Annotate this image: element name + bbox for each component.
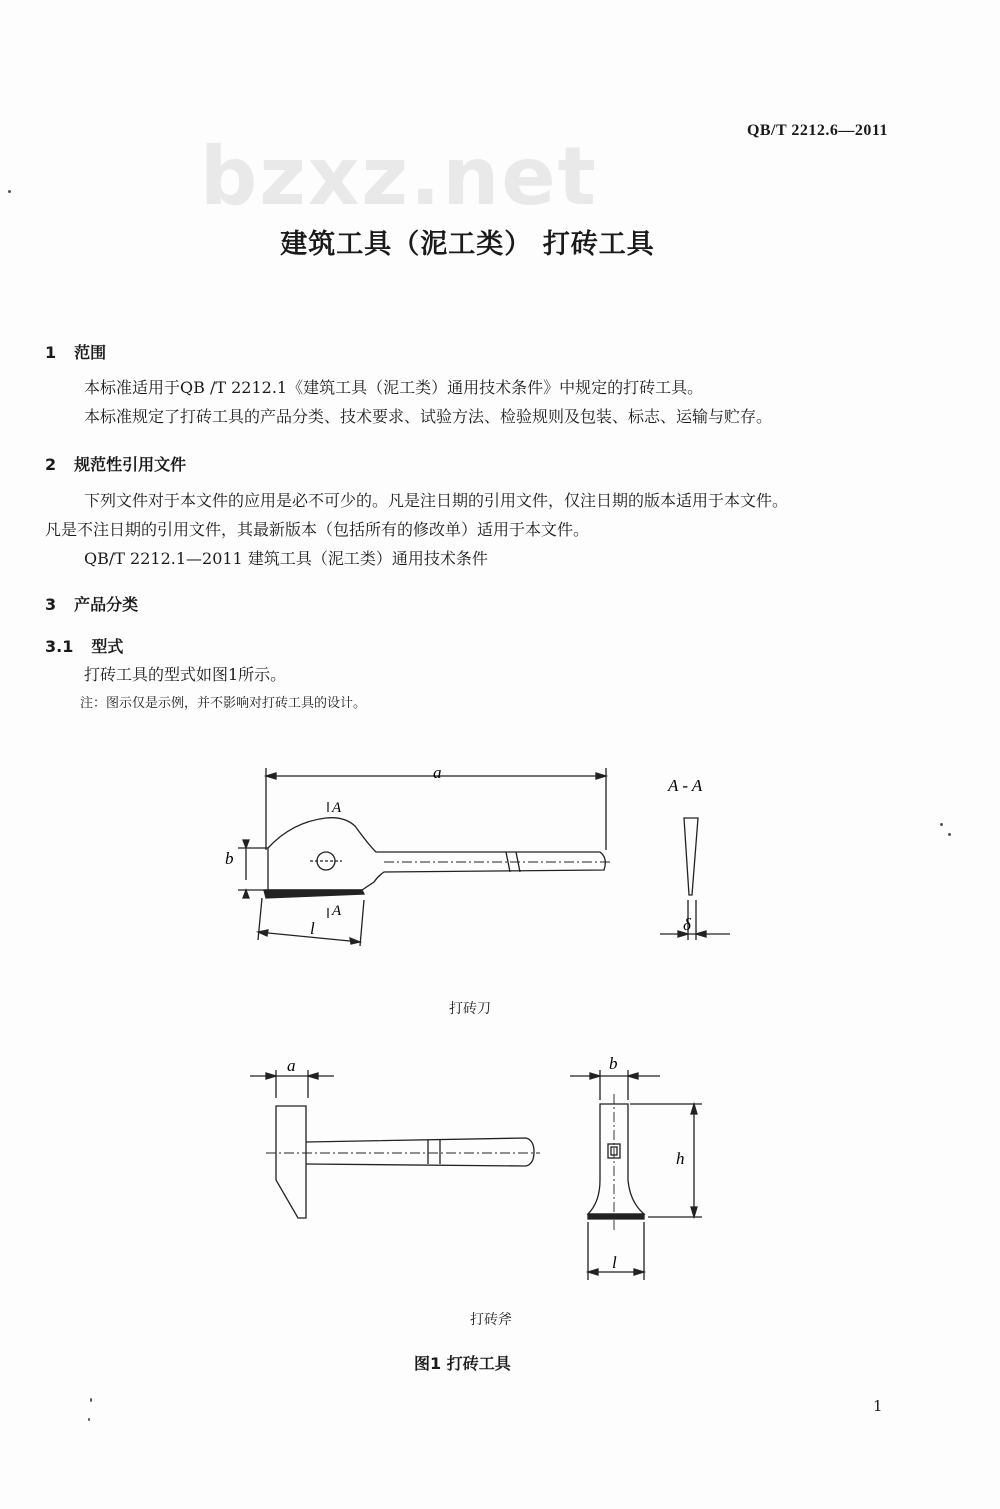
- section-number: 3: [45, 595, 57, 614]
- section-title: A - A: [668, 776, 703, 795]
- axe-caption: 打砖斧: [470, 1312, 512, 1328]
- page-title: 建筑工具（泥工类） 打砖工具: [280, 229, 655, 260]
- knife-caption: 打砖刀: [449, 1001, 491, 1017]
- dim-b-label: b: [609, 1054, 618, 1073]
- section-title: 范围: [74, 343, 107, 362]
- scan-speck: [90, 1398, 92, 1402]
- scan-speck: [88, 1418, 90, 1421]
- section-1-heading: [45, 340, 106, 363]
- section-title: 产品分类: [74, 595, 139, 614]
- figure-caption: 图1 打砖工具: [414, 1354, 511, 1373]
- dim-l-label: l: [310, 919, 315, 938]
- dim-l-label: l: [612, 1253, 617, 1272]
- section-number: 1: [45, 343, 57, 362]
- section-title: 规范性引用文件: [74, 455, 187, 474]
- brick-axe-drawing: [0, 1040, 1000, 1290]
- note: 注：图示仅是示例，并不影响对打砖工具的设计。: [80, 696, 367, 711]
- section-3-heading: [45, 592, 138, 615]
- dim-a-label: a: [433, 763, 442, 782]
- dim-h-label: h: [676, 1149, 685, 1168]
- scan-speck: [948, 833, 951, 836]
- watermark: bzxz.net: [200, 130, 598, 223]
- section-number: 2: [45, 455, 57, 474]
- reference-entry: QB/T 2212.1—2011 建筑工具（泥工类）通用技术条件: [84, 549, 488, 568]
- scan-speck: [8, 190, 11, 193]
- paragraph: 本标准适用于QB /T 2212.1《建筑工具（泥工类）通用技术条件》中规定的打砖工具。: [84, 378, 704, 397]
- scan-speck: [940, 823, 943, 826]
- section-number: 3.1: [45, 637, 74, 656]
- section-2-heading: [45, 452, 186, 475]
- dim-b-label: b: [225, 849, 234, 868]
- paragraph: 下列文件对于本文件的应用是必不可少的。凡是注日期的引用文件，仅注日期的版本适用于本文件。: [84, 491, 789, 510]
- standard-code: QB/T 2212.6—2011: [746, 122, 888, 139]
- brick-knife-drawing: [0, 740, 1000, 1010]
- section-title: 型式: [91, 637, 124, 656]
- dim-a-label: a: [287, 1056, 296, 1075]
- section-3-1-heading: [45, 634, 123, 657]
- page-number: 1: [873, 1397, 883, 1415]
- paragraph: 本标准规定了打砖工具的产品分类、技术要求、试验方法、检验规则及包装、标志、运输与贮存。: [84, 407, 773, 426]
- section-mark-bottom: A: [332, 903, 342, 919]
- paragraph: 凡是不注日期的引用文件，其最新版本（包括所有的修改单）适用于本文件。: [45, 520, 590, 539]
- delta-label: δ: [683, 915, 691, 934]
- section-mark-top: A: [332, 800, 342, 816]
- paragraph: 打砖工具的型式如图1所示。: [84, 665, 287, 684]
